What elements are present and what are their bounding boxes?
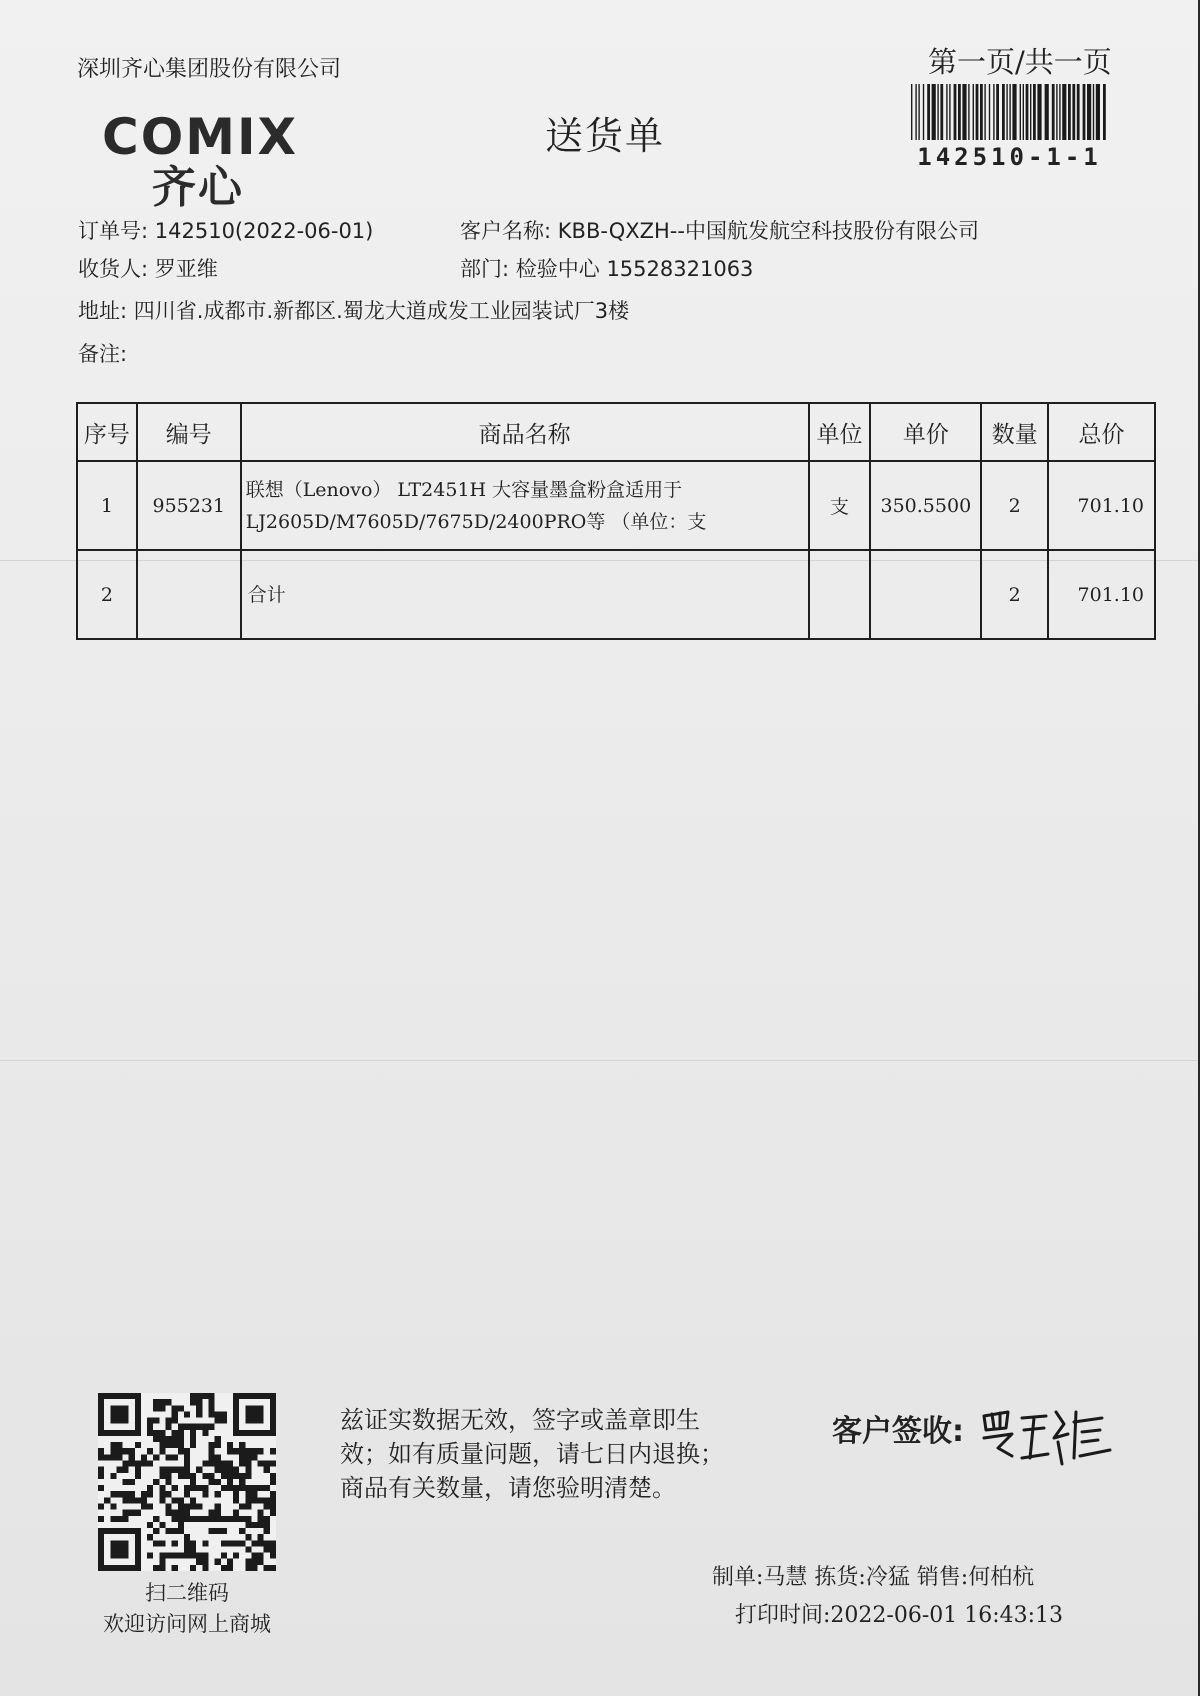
address-label: 地址:	[78, 299, 128, 323]
fold-line	[0, 1060, 1198, 1061]
table-header-row	[77, 403, 1155, 461]
cell-product-name	[241, 550, 809, 639]
receiver-label: 收货人:	[78, 257, 149, 281]
qr-caption-line: 扫二维码	[145, 1581, 229, 1605]
table-row	[77, 461, 1155, 550]
notice-line: 效；如有质量问题，请七日内退换；	[340, 1440, 724, 1468]
qr-code	[98, 1393, 276, 1571]
customer-field	[460, 215, 979, 245]
cell-unit	[809, 550, 871, 639]
product-name-line: LJ2605D/M7605D/7675D/2400PRO等 （单位：支	[245, 510, 707, 533]
remark-label: 备注:	[78, 342, 128, 366]
receiver-value: 罗亚维	[154, 257, 218, 281]
header-product-name: 商品名称	[241, 403, 809, 461]
header-quantity: 数量	[981, 403, 1048, 461]
barcode-number: 142510-1-1	[917, 143, 1102, 171]
barcode	[907, 82, 1112, 142]
notice-line: 兹证实数据无效，签字或盖章即生	[340, 1406, 700, 1434]
department-value: 检验中心 15528321063	[515, 257, 754, 281]
remark-field	[78, 338, 127, 368]
department-field	[460, 253, 753, 283]
notice-line: 商品有关数量，请您验明清楚。	[340, 1474, 676, 1502]
company-name: 深圳齐心集团股份有限公司	[77, 57, 342, 82]
cell-unit: 支	[809, 461, 871, 550]
cell-seq: 1	[77, 461, 137, 550]
customer-value: KBB-QXZH--中国航发航空科技股份有限公司	[557, 219, 979, 243]
cell-unit-price: 350.5500	[870, 461, 981, 550]
header-seq: 序号	[77, 403, 137, 461]
customer-sign-label: 客户签收:	[832, 1414, 964, 1449]
order-number-label: 订单号:	[78, 219, 149, 243]
page-indicator: 第一页/共一页	[928, 45, 1112, 79]
cell-quantity: 2	[981, 550, 1048, 639]
print-time: 打印时间:2022-06-01 16:43:13	[735, 1603, 1064, 1628]
items-table	[76, 402, 1156, 640]
cell-code	[137, 550, 241, 639]
cell-total: 701.10	[1048, 461, 1155, 550]
notice-text	[340, 1403, 740, 1505]
qr-caption	[78, 1578, 296, 1640]
department-label: 部门:	[460, 257, 510, 281]
logo-text-cn: 齐心	[152, 162, 244, 213]
order-number-value: 142510(2022-06-01)	[154, 219, 374, 243]
product-name-line: 合计	[247, 583, 286, 606]
logo-text-en: COMIX	[102, 108, 299, 166]
order-number-field	[78, 215, 373, 245]
header-unit: 单位	[809, 403, 871, 461]
staff-info: 制单:马慧 拣货:冷猛 销售:何柏杭	[712, 1565, 1035, 1590]
handwritten-signature	[978, 1398, 1118, 1470]
header-code: 编号	[137, 403, 241, 461]
qr-caption-line: 欢迎访问网上商城	[103, 1612, 271, 1636]
customer-label: 客户名称:	[460, 219, 552, 243]
cell-seq: 2	[77, 550, 137, 639]
document-title: 送货单	[545, 114, 666, 158]
cell-total: 701.10	[1048, 550, 1155, 639]
header-unit-price: 单价	[870, 403, 981, 461]
cell-unit-price	[870, 550, 981, 639]
cell-product-name	[241, 461, 809, 550]
cell-code: 955231	[137, 461, 241, 550]
receiver-field	[78, 253, 218, 283]
table-row	[77, 550, 1155, 639]
header-total: 总价	[1048, 403, 1155, 461]
cell-quantity: 2	[981, 461, 1048, 550]
comix-logo	[102, 108, 327, 213]
address-field	[78, 295, 629, 325]
product-name-line: 联想（Lenovo） LT2451H 大容量墨盒粉盒适用于	[245, 478, 683, 501]
address-value: 四川省.成都市.新都区.蜀龙大道成发工业园装试厂3楼	[133, 299, 630, 323]
